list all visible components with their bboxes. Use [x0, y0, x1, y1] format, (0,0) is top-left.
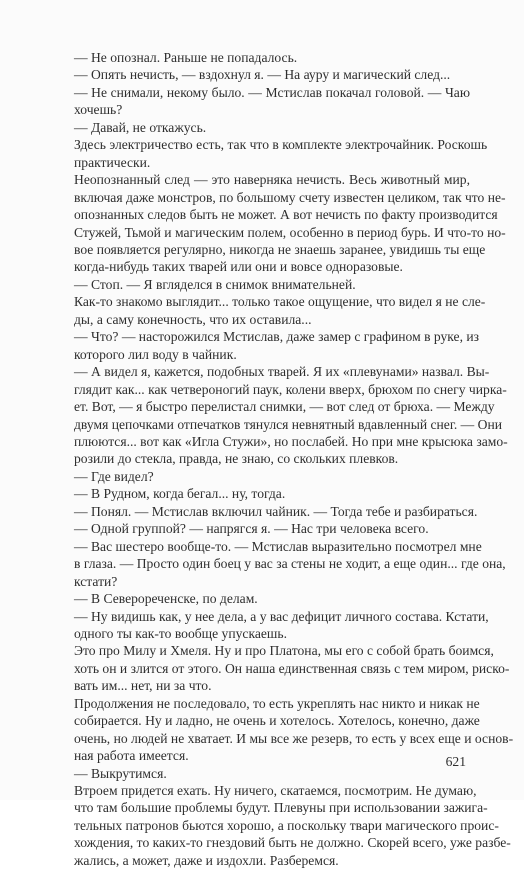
paragraph	[60, 520, 470, 537]
text-line: Как-то знакомо выглядит... только такое ощущение, что видел я не сле-	[74, 294, 486, 310]
paragraph	[60, 765, 470, 782]
text-line: что там большие проблемы будут. Плевуны при использовании зажига-	[74, 800, 488, 816]
text-line: кстати?	[74, 573, 118, 589]
text-line: Стужей, Тьмой и магическим полем, особенно в период бурь. И что-то но-	[74, 224, 506, 240]
text-line: ет. Вот, — я быстро перелистал снимки, — вот след от брюха. — Между	[74, 399, 495, 415]
text-line: ная работа имеется.	[74, 748, 189, 764]
text-line: плюются... вот как «Игла Стужи», но послабей. Но при мне крысюка замо-	[74, 433, 508, 449]
text-line: хочешь?	[74, 102, 123, 118]
text-line: — Ну видишь как, у нее дела, а у вас дефицит личного состава. Кстати,	[74, 608, 489, 624]
text-line: хоть он и злится от этого. Он наша единственная связь с тем миром, риско-	[74, 660, 510, 676]
paragraph	[60, 485, 470, 502]
paragraph	[60, 608, 489, 643]
text-line: Неопознанный след — это наверняка нечисть. Весь животный мир,	[74, 172, 470, 188]
paragraph	[60, 66, 470, 83]
text-line: включая даже монстров, по большому счету известен целиком, так что не-	[74, 189, 506, 205]
paragraph	[60, 363, 508, 468]
paragraph	[60, 782, 511, 869]
text-line: в глаза. — Просто один боец у вас за стены не ходит, а еще один... где она,	[74, 556, 506, 572]
text-line: Это про Милу и Хмеля. Ну и про Платона, мы его с собой брать боимся,	[74, 643, 494, 659]
paragraph	[60, 538, 506, 590]
text-line: жались, а может, даже и издохли. Разберемся.	[74, 852, 339, 868]
paragraph	[60, 695, 514, 765]
text-line: — Опять нечисть, — вздохнул я. — На ауру и магический след...	[74, 67, 451, 83]
text-line: — А видел я, кажется, подобных тварей. Я их «плевунами» назвал. Вы-	[74, 364, 490, 380]
text-line: которого лил воду в чайник.	[74, 346, 237, 362]
text-line: Продолжения не последовало, то есть укреплять нас никто и никак не	[74, 695, 480, 711]
text-line: — Что? — насторожился Мстислав, даже замер с графином в руке, из	[74, 329, 480, 345]
paragraph	[60, 590, 470, 607]
text-line: ды, а саму конечность, что их оставила...	[74, 311, 312, 327]
paragraph	[60, 503, 478, 520]
text-line: — Выкрутимся.	[74, 765, 167, 781]
text-line: когда-нибудь таких тварей или они и вовсе одноразовые.	[74, 259, 403, 275]
paragraph	[60, 642, 510, 694]
text-line: практически.	[74, 154, 151, 170]
paragraph	[60, 84, 470, 119]
paragraph	[60, 119, 470, 136]
text-line: двумя цепочками отпечатков тянулся невнятный вдавленный снег. — Они	[74, 416, 503, 432]
text-line: опознанных следов быть не может. А вот нечисть по факту производится	[74, 207, 498, 223]
text-line: — Одной группой? — напрягся я. — Нас три человека всего.	[74, 521, 429, 537]
paragraph	[60, 136, 488, 171]
text-line: розили до стекла, правда, не знаю, со скольких плевков.	[74, 451, 399, 467]
text-line: очень, но людей не хватает. И мы все же резерв, то есть у всех еще и основ-	[74, 730, 514, 746]
paragraph	[60, 49, 470, 66]
text-line: собирается. Ну и ладно, не очень и хотелось. Хотелось, конечно, даже	[74, 713, 480, 729]
text-line: тельных патронов бьются хорошо, а поскольку твари магического проис-	[74, 817, 499, 833]
text-line: Втроем придется ехать. Ну ничего, скатаемся, посмотрим. Не думаю,	[74, 783, 477, 799]
paragraph	[60, 293, 486, 328]
paragraph	[60, 171, 506, 276]
paragraph	[60, 328, 480, 363]
text-line: — Вас шестеро вообще-то. — Мстислав выразительно посмотрел мне	[74, 538, 482, 554]
text-line: одного ты как-то вообще упускаешь.	[74, 625, 287, 641]
text-line: — Давай, не откажусь.	[74, 119, 207, 135]
text-line: Здесь электричество есть, так что в комплекте электрочайник. Роскошь	[74, 137, 488, 153]
text-line: — В Северореченске, по делам.	[74, 591, 258, 607]
paragraph	[60, 468, 470, 485]
text-line: вать им... нет, ни за что.	[74, 678, 212, 694]
text-line: вое появляется регулярно, никогда не знаешь заранее, увидишь ты еще	[74, 241, 486, 257]
text-line: хождения, то каких-то гнездовий быть не должно. Скорей всего, уже разбе-	[74, 835, 511, 851]
text-line: — Понял. — Мстислав включил чайник. — Тогда тебе и разбираться.	[74, 503, 478, 519]
text-line: — Где видел?	[74, 468, 154, 484]
text-line: глядит как... как четвероногий паук, колени вверх, брюхом по снегу чирка-	[74, 381, 507, 397]
text-line: — Не снимали, некому было. — Мстислав покачал головой. — Чаю	[74, 84, 470, 100]
page-number: 621	[445, 754, 466, 769]
paragraph	[60, 276, 470, 293]
text-line: — Не опознал. Раньше не попадалось.	[74, 50, 298, 65]
page-text	[60, 49, 514, 869]
text-line: — Стоп. — Я вгляделся в снимок внимательней.	[74, 276, 356, 292]
text-line: — В Рудном, когда бегал... ну, тогда.	[74, 486, 286, 502]
